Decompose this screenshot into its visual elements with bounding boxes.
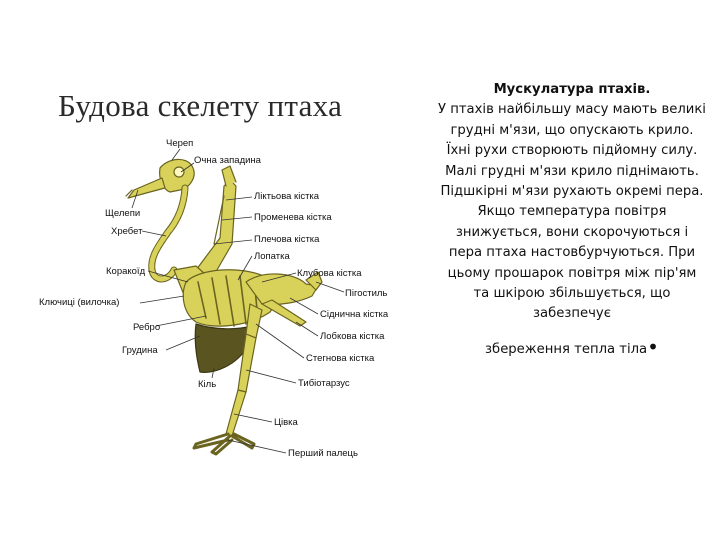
label-rib: Ребро [133, 322, 161, 333]
label-scapula: Лопатка [254, 251, 290, 262]
label-clavicles: Ключиці (вилочка) [39, 297, 120, 308]
label-ischium: Сіднична кістка [320, 309, 389, 320]
label-pygostyle: Пігостиль [345, 288, 388, 299]
text-heading: Мускулатура птахів. [493, 82, 651, 97]
skeleton-illustration [126, 159, 322, 454]
label-spine: Хребет [111, 226, 143, 237]
eye-socket [174, 167, 184, 177]
label-pubis: Лобкова кістка [320, 331, 385, 342]
label-first-toe: Перший палець [288, 448, 358, 459]
label-tibiotarsus: Тибіотарзус [298, 378, 350, 389]
text-last-line [438, 334, 706, 360]
slide-title: Будова скелету птаха [58, 88, 343, 123]
tarsometatarsus [226, 390, 246, 436]
label-humerus: Плечова кістка [254, 234, 320, 245]
text-body: У птахів найбільшу масу мають великі грудні м'язи, що опускають крило. Їхні рухи створюють підйомну силу. Малі грудні м'язи крило піднімають. Підшкірні м'язи рухають окремі пера. Якщо температура повітря знижується, вони скорочуються і пера птаха настовбурчуються. При цьому прошарок повітря між пір'ям та шкірою збільшується, що забезпечує [438, 102, 706, 322]
label-sternum: Грудина [122, 345, 158, 356]
label-ulna: Ліктьова кістка [254, 191, 320, 202]
label-radius: Променева кістка [254, 212, 332, 223]
end-bullet: • [647, 334, 659, 359]
label-coracoid: Коракоїд [106, 266, 146, 277]
label-tarsometatarsus: Цівка [274, 417, 298, 428]
label-keel: Кіль [198, 379, 217, 390]
label-ilium: Клубова кістка [297, 268, 362, 279]
text-last-line-content: збереження тепла тіла [485, 341, 648, 357]
wing [196, 180, 236, 282]
label-skull: Череп [166, 138, 194, 149]
label-jaws: Щелепи [105, 208, 141, 219]
label-femur: Стегнова кістка [306, 353, 375, 364]
label-eye-socket: Очна западина [194, 155, 261, 166]
text-panel [438, 80, 706, 360]
jaws [128, 178, 165, 198]
